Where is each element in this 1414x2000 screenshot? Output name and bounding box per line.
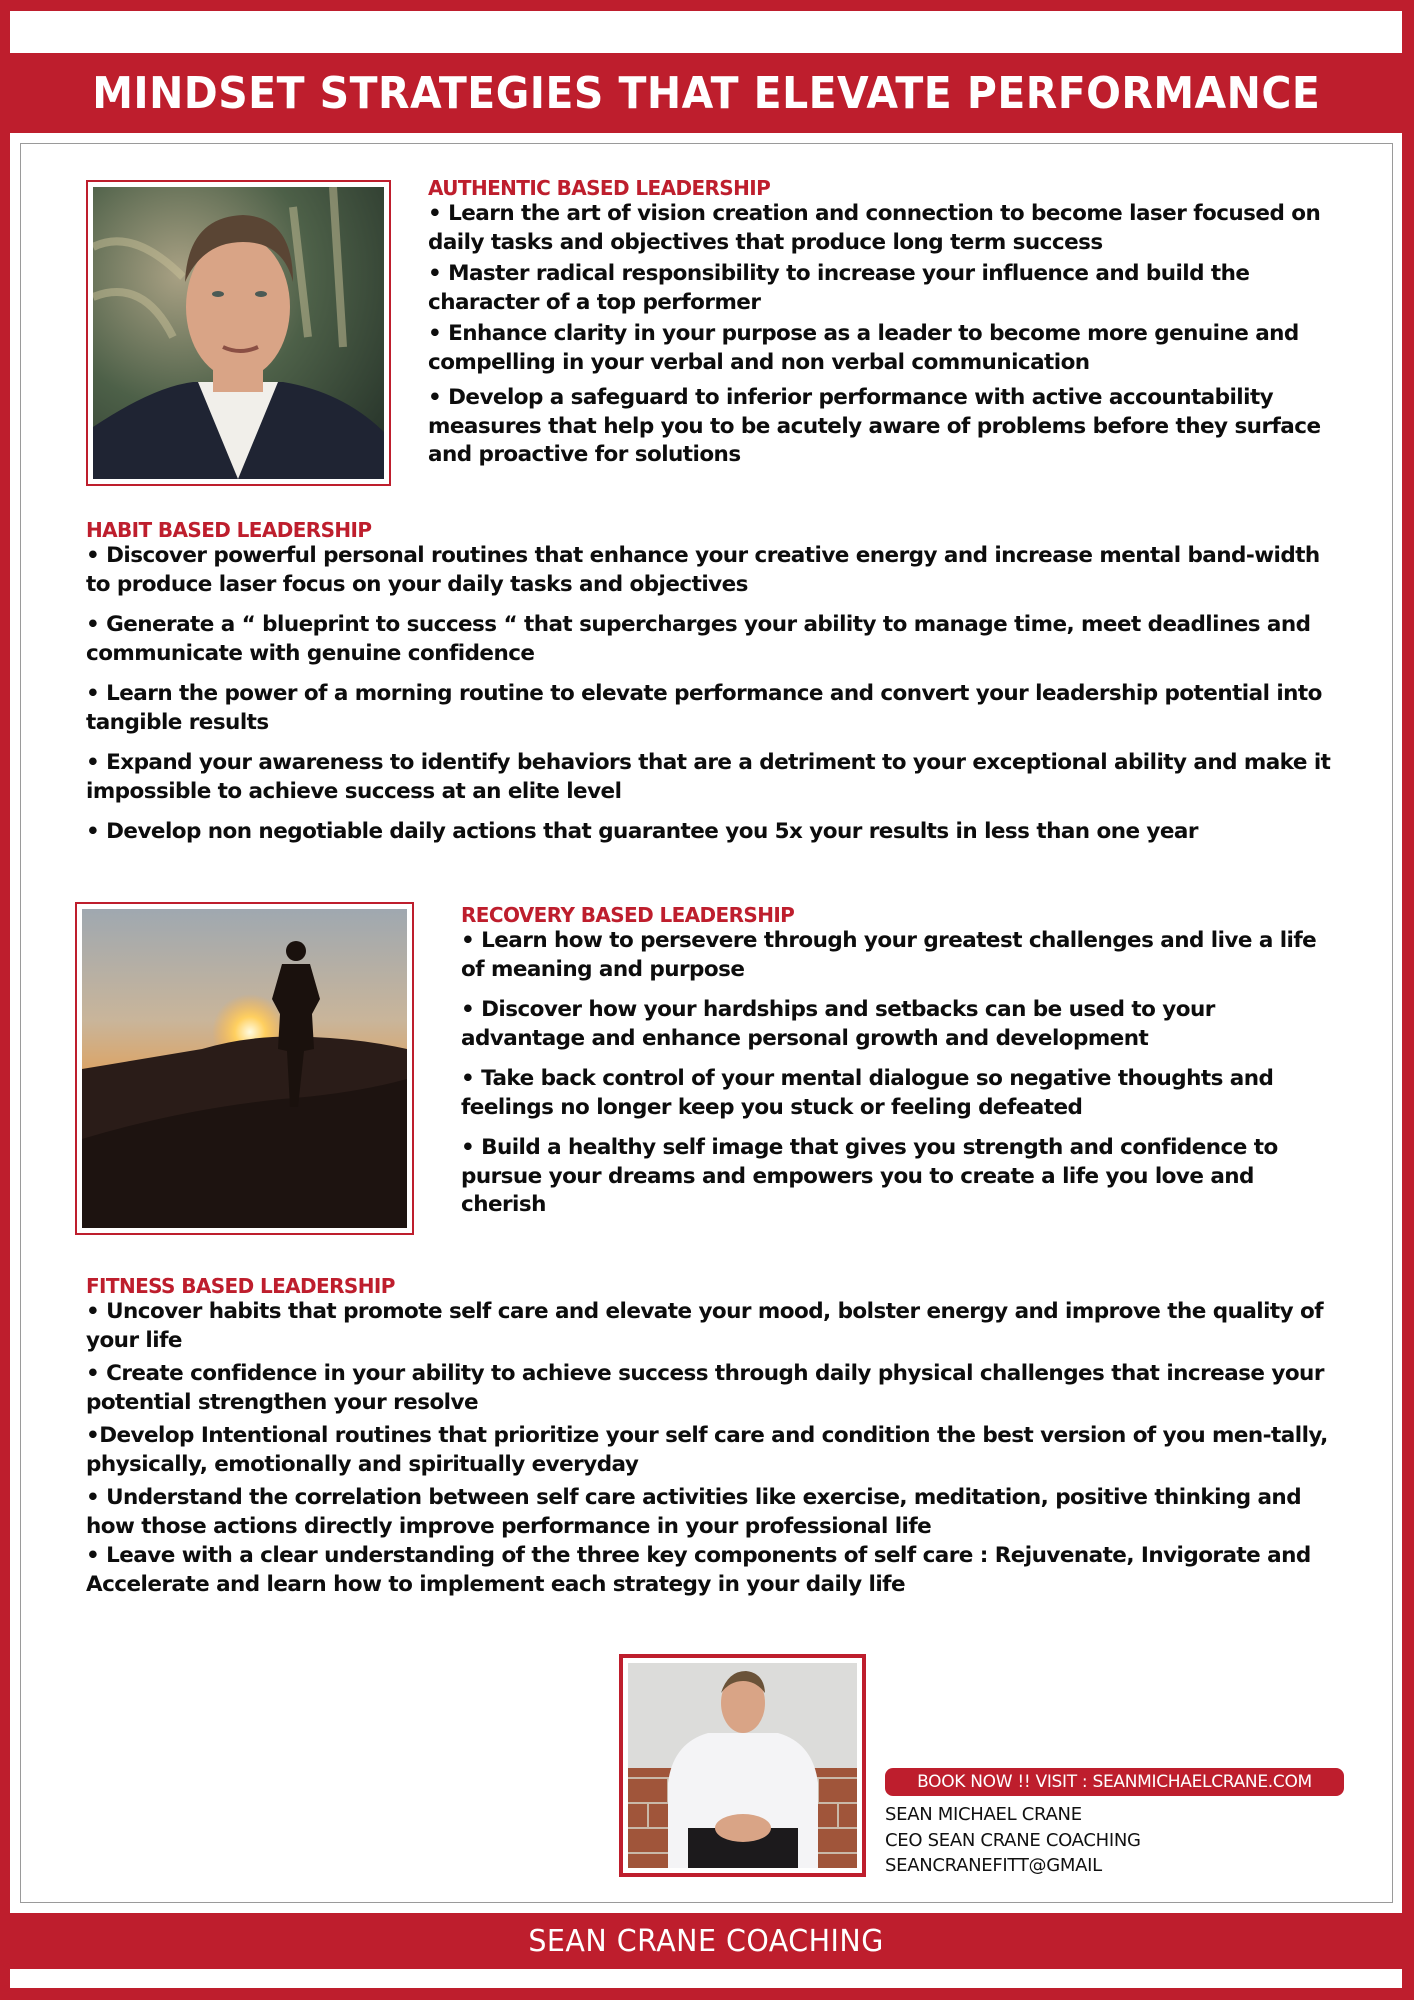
list-item: • Uncover habits that promote self care and elevate your mood, bolster energy and improve the quality of your life	[86, 1299, 1324, 1353]
bullet-list	[461, 927, 1341, 1220]
list-item: • Build a healthy self image that gives you strength and confidence to pursue your dreams and empowers you to create a life you love and cherish	[461, 1135, 1278, 1217]
seated-man-icon	[628, 1663, 857, 1868]
page-title: MINDSET STRATEGIES THAT ELEVATE PERFORMANCE	[91, 67, 1321, 119]
list-item: • Learn how to persevere through your greatest challenges and live a life of meaning and purpose	[461, 928, 1317, 982]
headshot-photo	[93, 187, 384, 479]
section-fitness-leadership	[86, 1274, 1346, 1604]
section-heading: FITNESS BASED LEADERSHIP	[86, 1274, 395, 1298]
list-item: • Learn the power of a morning routine to elevate performance and convert your leadership potential into tangible results	[86, 681, 1322, 735]
seated-photo	[628, 1663, 857, 1868]
section-heading: AUTHENTIC BASED LEADERSHIP	[428, 176, 771, 200]
bullet-list	[428, 200, 1328, 470]
list-item: • Discover how your hardships and setbacks can be used to your advantage and enhance personal growth and development	[461, 997, 1215, 1051]
sunset-silhouette-icon	[82, 909, 407, 1228]
contact-name: SEAN MICHAEL CRANE	[885, 1804, 1082, 1825]
headshot-photo-frame	[86, 180, 391, 486]
book-now-button[interactable]: BOOK NOW !! VISIT : SEANMICHAELCRANE.COM	[885, 1768, 1344, 1796]
section-heading: HABIT BASED LEADERSHIP	[86, 518, 372, 542]
list-item: • Enhance clarity in your purpose as a leader to become more genuine and compelling in your verbal and non verbal communication	[428, 321, 1299, 375]
person-portrait-icon	[93, 187, 384, 479]
list-item: • Master radical responsibility to increase your influence and build the character of a top performer	[428, 261, 1250, 315]
list-item: • Learn the art of vision creation and connection to become laser focused on daily tasks and objectives that produce long term success	[428, 201, 1321, 255]
footer-title: SEAN CRANE COACHING	[528, 1923, 884, 1959]
list-item: • Take back control of your mental dialogue so negative thoughts and feelings no longer keep you stuck or feeling defeated	[461, 1066, 1274, 1120]
bullet-list	[86, 1298, 1346, 1599]
bullet-list	[86, 542, 1346, 847]
list-item: • Develop a safeguard to inferior performance with active accountability measures that help you to be acutely aware of problems before they surface and proactive for solutions	[428, 385, 1321, 467]
sunset-photo	[82, 909, 407, 1228]
list-item: • Discover powerful personal routines that enhance your creative energy and increase mental band-width to produce laser focus on your daily tasks and objectives	[86, 543, 1320, 597]
contact-email[interactable]: SEANCRANEFITT@GMAIL	[885, 1855, 1102, 1876]
contact-info	[885, 1802, 1141, 1879]
section-habit-leadership	[86, 518, 1346, 859]
list-item: • Leave with a clear understanding of the three key components of self care : Rejuvenate, Invigorate and Accelerate and learn how to implement each strategy in your daily life	[86, 1543, 1311, 1597]
section-recovery-leadership	[461, 903, 1341, 1232]
list-item: • Expand your awareness to identify behaviors that are a detriment to your exceptional ability and make it impossible to achieve success at an elite level	[86, 750, 1331, 804]
list-item: • Develop non negotiable daily actions that guarantee you 5x your results in less than one year	[86, 819, 1198, 844]
seated-photo-frame	[619, 1654, 866, 1877]
list-item: • Generate a “ blueprint to success “ that supercharges your ability to manage time, meet deadlines and communicate with genuine confidence	[86, 612, 1311, 666]
bottom-border	[0, 1988, 1414, 2000]
footer-banner	[10, 1913, 1402, 1969]
section-heading: RECOVERY BASED LEADERSHIP	[461, 903, 795, 927]
header-banner	[10, 53, 1402, 133]
sunset-photo-frame	[75, 902, 414, 1235]
list-item: •Develop Intentional routines that prioritize your self care and condition the best version of you men-tally, physically, emotionally and spiritually everyday	[86, 1423, 1328, 1477]
contact-title: CEO SEAN CRANE COACHING	[885, 1829, 1141, 1851]
list-item: • Understand the correlation between self care activities like exercise, meditation, positive thinking and how those actions directly improve performance in your professional life	[86, 1485, 1302, 1539]
list-item: • Create confidence in your ability to achieve success through daily physical challenges that increase your potential strengthen your resolve	[86, 1361, 1324, 1415]
section-authentic-leadership	[428, 176, 1328, 473]
